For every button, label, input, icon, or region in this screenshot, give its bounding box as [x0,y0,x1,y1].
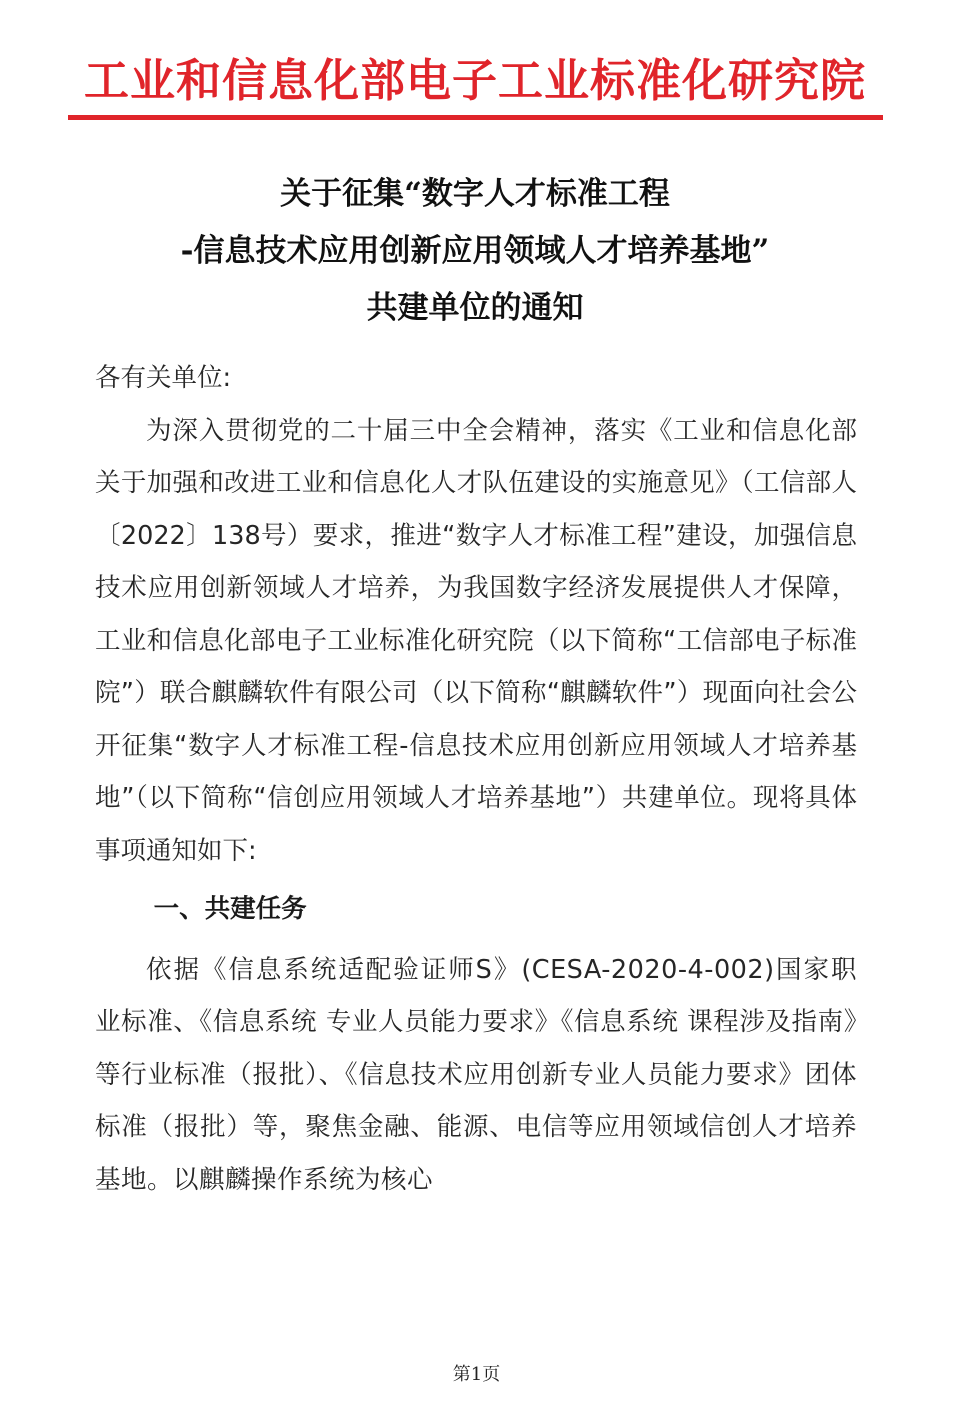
salutation: 各有关单位: [95,363,232,393]
letterhead-red-rule [68,115,883,120]
page-number: 第1页 [452,1364,501,1385]
title-line-1: 关于征集“数字人才标准工程 [280,176,670,212]
title-line-2: -信息技术应用创新应用领域人才培养基地” [180,233,770,269]
letterhead-organization: 工业和信息化部电子工业标准化研究院 [83,54,866,107]
paragraph-intro: 为深入贯彻党的二十届三中全会精神，落实《工业和信息化部关于加强和改进工业和信息化人才队伍建设的实施意见》（工信部人〔2022〕138号）要求，推进“数字人才标准工程”建设，加强信息技术应用创新领域人才培养，为我国数字经济发展提供人才保障，工业和信息化部电子工业标准化研究院（以下简称“工信部电子标准院”）联合麒麟软件有限公司（以下简称“麒麟软件”）现面向社会公开征集“数字人才标准工程-信息技术应用创新应用领域人才培养基地”（以下简称“信创应用领域人才培养基地”）共建单位。现将具体事项通知如下: [95,415,857,866]
document-title [60,170,890,341]
paragraph-tasks: 依据《信息系统适配验证师S》(CESA-2020-4-002)国家职业标准、《信息系统 专业人员能力要求》《信息系统 课程涉及指南》等行业标准（报批）、《信息技术应用创新专业人员能力要求》团体标准（报批）等，聚焦金融、能源、电信等应用领域信创人才培养基地。以麒麟操作系统为核心 [95,954,857,1195]
title-line-3: 共建单位的通知 [366,290,584,326]
document-body [95,352,857,1206]
section-heading-1: 一、共建任务 [153,894,307,924]
